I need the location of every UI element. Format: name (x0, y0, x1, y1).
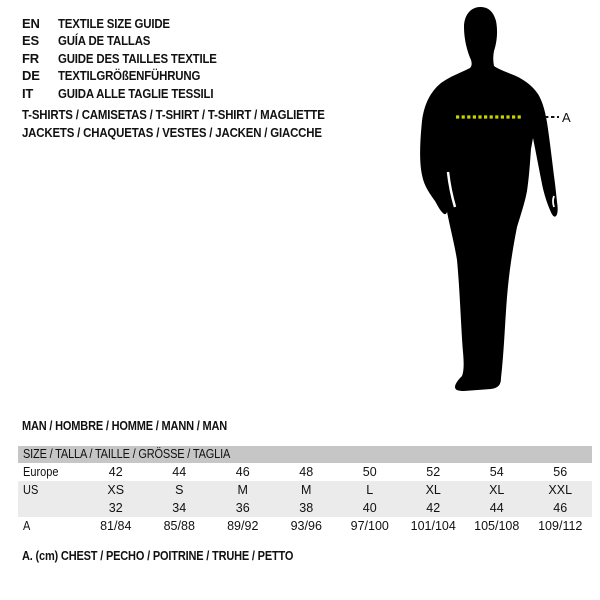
table-row (18, 517, 592, 535)
size-value-cell: XS (107, 483, 125, 497)
size-value-cell: 105/108 (474, 519, 520, 533)
table-row (18, 499, 592, 517)
size-value-cell: 36 (235, 501, 250, 515)
footnote (22, 549, 330, 563)
size-table-header (18, 446, 592, 463)
language-label: TEXTILGRÖßENFÜHRUNG (58, 68, 201, 84)
row-label-text: Europe (23, 465, 59, 479)
size-value-cell: 97/100 (350, 519, 389, 533)
size-value-cell: XL (425, 483, 441, 497)
row-label (18, 517, 84, 535)
size-value-cell: 38 (299, 501, 314, 515)
figure-area (390, 0, 600, 410)
language-row (22, 50, 238, 67)
row-label-text: US (23, 483, 39, 497)
size-value-cell: 46 (235, 465, 250, 479)
category-line (22, 124, 366, 142)
size-value-cell: 109/112 (538, 519, 583, 533)
size-value-cell: 50 (362, 465, 377, 479)
row-label (18, 499, 84, 517)
size-value-cell: 44 (172, 465, 187, 479)
language-label: GUIDA ALLE TAGLIE TESSILI (58, 85, 214, 101)
size-table-body (18, 463, 592, 535)
size-value-cell: 89/92 (227, 519, 259, 533)
size-value-cell: 56 (553, 465, 568, 479)
size-value-cell: 101/104 (410, 519, 456, 533)
size-value-cell: XXL (548, 483, 573, 497)
table-row (18, 481, 592, 499)
right-hand-detail (553, 196, 554, 207)
section-title (22, 419, 255, 433)
size-value-cell: 54 (489, 465, 504, 479)
category-list (22, 106, 366, 142)
language-row (22, 67, 238, 84)
size-value-cell: 85/88 (163, 519, 195, 533)
size-value-cell: L (366, 483, 374, 497)
size-value-cell: M (301, 483, 312, 497)
row-label (18, 481, 84, 499)
footnote-text: A. (cm) CHEST / PECHO / POITRINE / TRUHE / PETTO (22, 549, 294, 563)
size-value-cell: M (237, 483, 248, 497)
size-value-cell: 32 (108, 501, 123, 515)
size-value-cell: 40 (362, 501, 377, 515)
size-table (18, 446, 592, 535)
size-value-cell: 34 (172, 501, 187, 515)
row-label (18, 463, 84, 481)
language-row (22, 32, 238, 49)
size-value-cell: S (175, 483, 184, 497)
size-value-cell: 48 (299, 465, 314, 479)
language-label: TEXTILE SIZE GUIDE (58, 16, 170, 31)
language-row (22, 85, 238, 102)
category-line (22, 106, 366, 124)
language-code: DE (22, 68, 40, 84)
language-label: GUÍA DE TALLAS (58, 33, 151, 49)
size-value-cell: 93/96 (290, 519, 322, 533)
size-value-cell: 52 (426, 465, 441, 479)
size-value-cell: 81/84 (100, 519, 132, 533)
language-code: ES (22, 33, 39, 49)
category-line-text: JACKETS / CHAQUETAS / VESTES / JACKEN / GIACCHE (22, 125, 322, 140)
measure-label-a: A (562, 110, 571, 125)
size-value-cell: XL (489, 483, 505, 497)
language-code: FR (22, 50, 39, 66)
size-value-cell: 44 (489, 501, 504, 515)
language-list (22, 15, 238, 102)
section-title-text: MAN / HOMBRE / HOMME / MANN / MAN (22, 419, 228, 433)
row-label-text: A (23, 519, 31, 533)
size-value-cell: 42 (108, 465, 123, 479)
category-line-text: T-SHIRTS / CAMISETAS / T-SHIRT / T-SHIRT / MAGLIETTE (22, 107, 325, 122)
man-silhouette (420, 7, 558, 391)
language-label: GUIDE DES TAILLES TEXTILE (58, 50, 217, 66)
size-table-header-text: SIZE / TALLA / TAILLE / GRÖSSE / TAGLIA (23, 447, 231, 461)
table-row (18, 463, 592, 481)
size-value-cell: 46 (553, 501, 568, 515)
language-code: EN (22, 16, 40, 31)
language-row (22, 15, 238, 32)
size-value-cell: 42 (426, 501, 441, 515)
language-code: IT (22, 85, 34, 101)
